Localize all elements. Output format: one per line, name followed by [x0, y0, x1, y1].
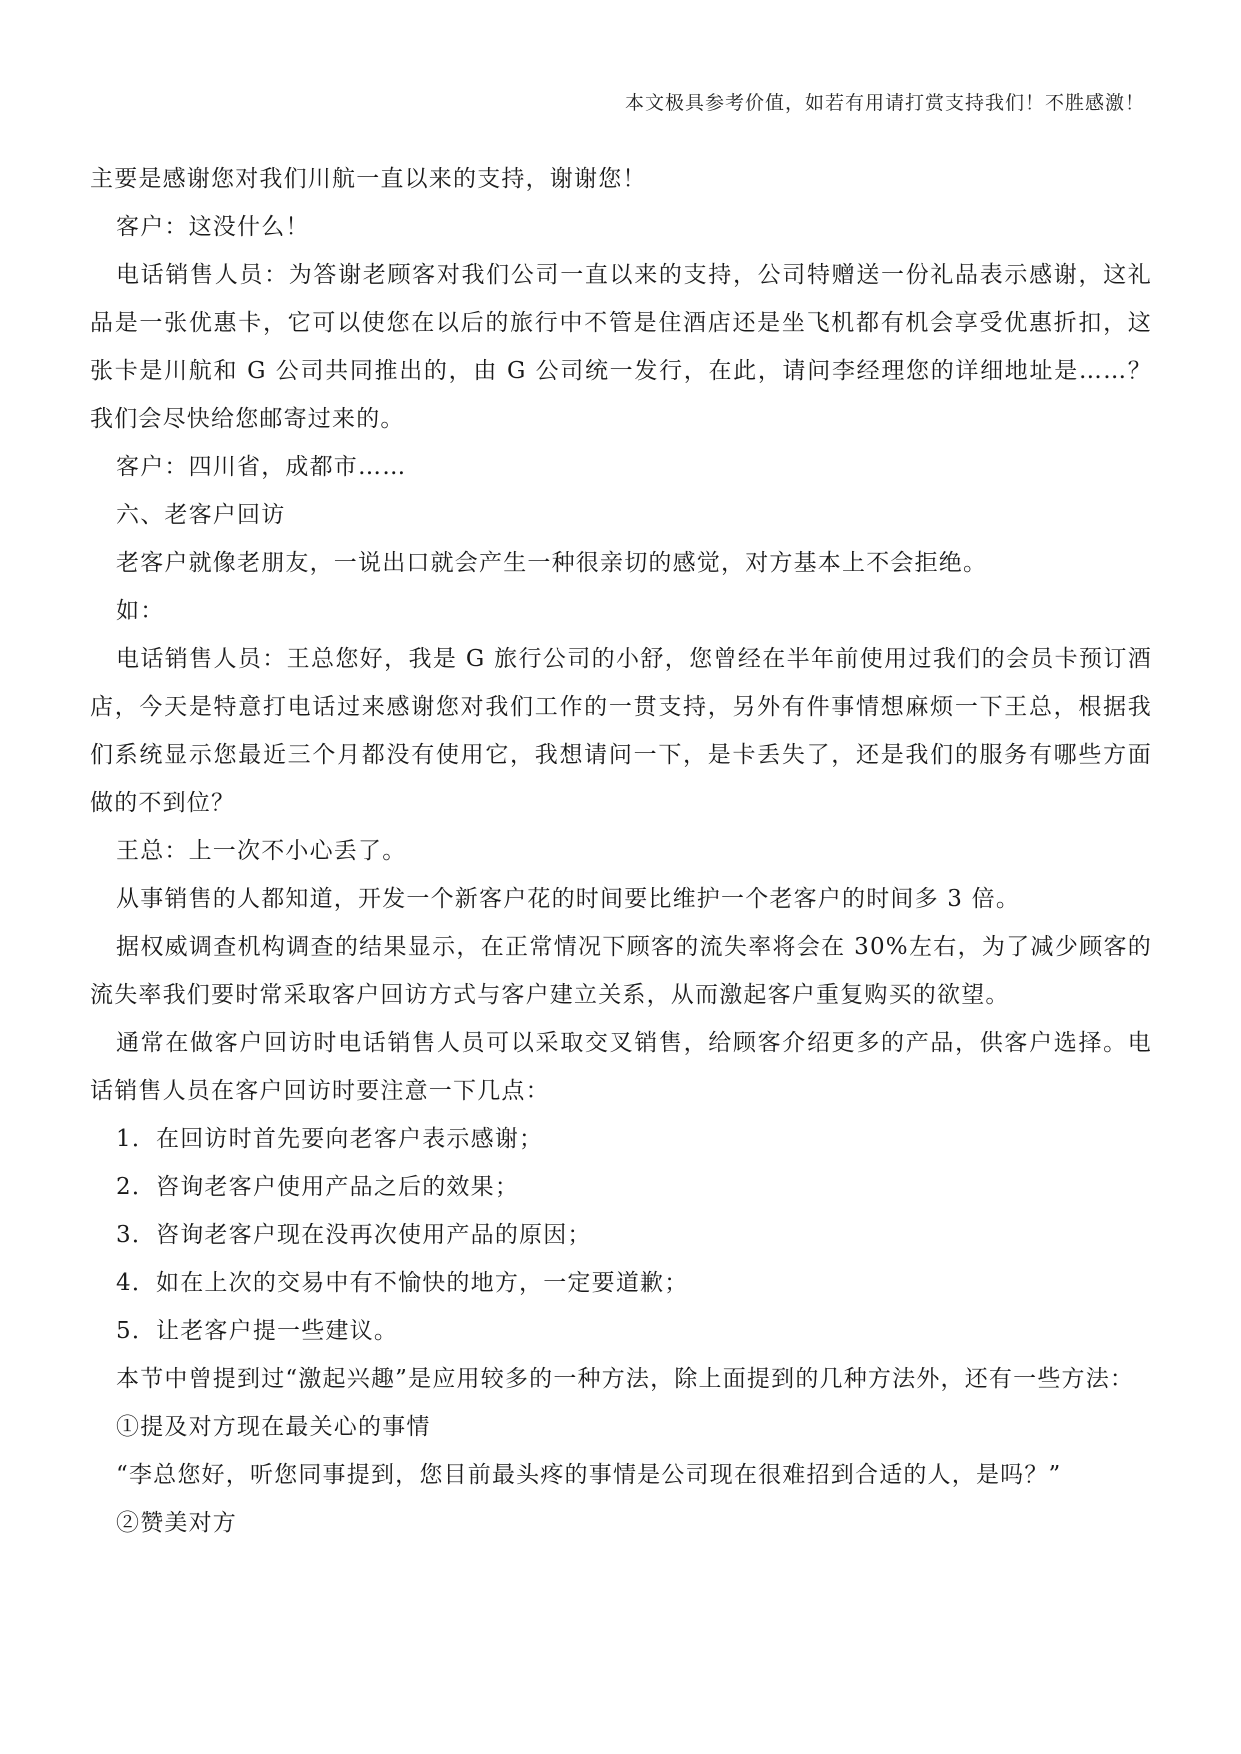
document-body — [90, 155, 1152, 1547]
list-item: ①提及对方现在最关心的事情 — [116, 1414, 431, 1440]
list-item: 4．如在上次的交易中有不愉快的地方，一定要道歉； — [116, 1270, 689, 1296]
paragraph: 电话销售人员：王总您好，我是 G 旅行公司的小舒，您曾经在半年前使用过我们的会员卡预订酒店，今天是特意打电话过来感谢您对我们工作的一贯支持，另外有件事情想麻烦一下王总，根据我们系统显示您最近三个月都没有使用它，我想请问一下，是卡丢失了，还是我们的服务有哪些方面做的不到位？ — [90, 646, 1152, 816]
header-note: 本文极具参考价值，如若有用请打赏支持我们！不胜感激！ — [624, 92, 1145, 114]
paragraph: 本节中曾提到过“激起兴趣”是应用较多的一种方法，除上面提到的几种方法外，还有一些方法： — [116, 1366, 1135, 1392]
paragraph: 如： — [116, 598, 165, 624]
section-heading: 六、老客户回访 — [116, 502, 286, 528]
paragraph: 据权威调查机构调查的结果显示，在正常情况下顾客的流失率将会在 30%左右，为了减少顾客的流失率我们要时常采取客户回访方式与客户建立关系，从而激起客户重复购买的欲望。 — [90, 934, 1152, 1008]
paragraph: 客户：四川省，成都市…… — [116, 454, 407, 480]
paragraph: 主要是感谢您对我们川航一直以来的支持，谢谢您！ — [90, 166, 647, 192]
list-item: 5．让老客户提一些建议。 — [116, 1318, 399, 1344]
paragraph: 电话销售人员：为答谢老顾客对我们公司一直以来的支持，公司特赠送一份礼品表示感谢，这礼品是一张优惠卡，它可以使您在以后的旅行中不管是住酒店还是坐飞机都有机会享受优惠折扣，这张卡是川航和 G 公司共同推出的，由 G 公司统一发行，在此，请问李经理您的详细地址是……？我们会尽快给您邮寄过来的。 — [90, 262, 1152, 432]
list-item: 1．在回访时首先要向老客户表示感谢； — [116, 1126, 544, 1152]
paragraph: 老客户就像老朋友，一说出口就会产生一种很亲切的感觉，对方基本上不会拒绝。 — [116, 550, 988, 576]
list-item: ②赞美对方 — [116, 1510, 237, 1536]
paragraph: 客户：这没什么！ — [116, 214, 310, 240]
paragraph: 王总：上一次不小心丢了。 — [116, 838, 407, 864]
paragraph: 通常在做客户回访时电话销售人员可以采取交叉销售，给顾客介绍更多的产品，供客户选择。电话销售人员在客户回访时要注意一下几点： — [90, 1030, 1152, 1104]
paragraph: 从事销售的人都知道，开发一个新客户花的时间要比维护一个老客户的时间多 3 倍。 — [116, 886, 1021, 912]
list-item: 2．咨询老客户使用产品之后的效果； — [116, 1174, 520, 1200]
quote: “李总您好，听您同事提到，您目前最头疼的事情是公司现在很难招到合适的人，是吗？” — [116, 1462, 1062, 1488]
list-item: 3．咨询老客户现在没再次使用产品的原因； — [116, 1222, 592, 1248]
